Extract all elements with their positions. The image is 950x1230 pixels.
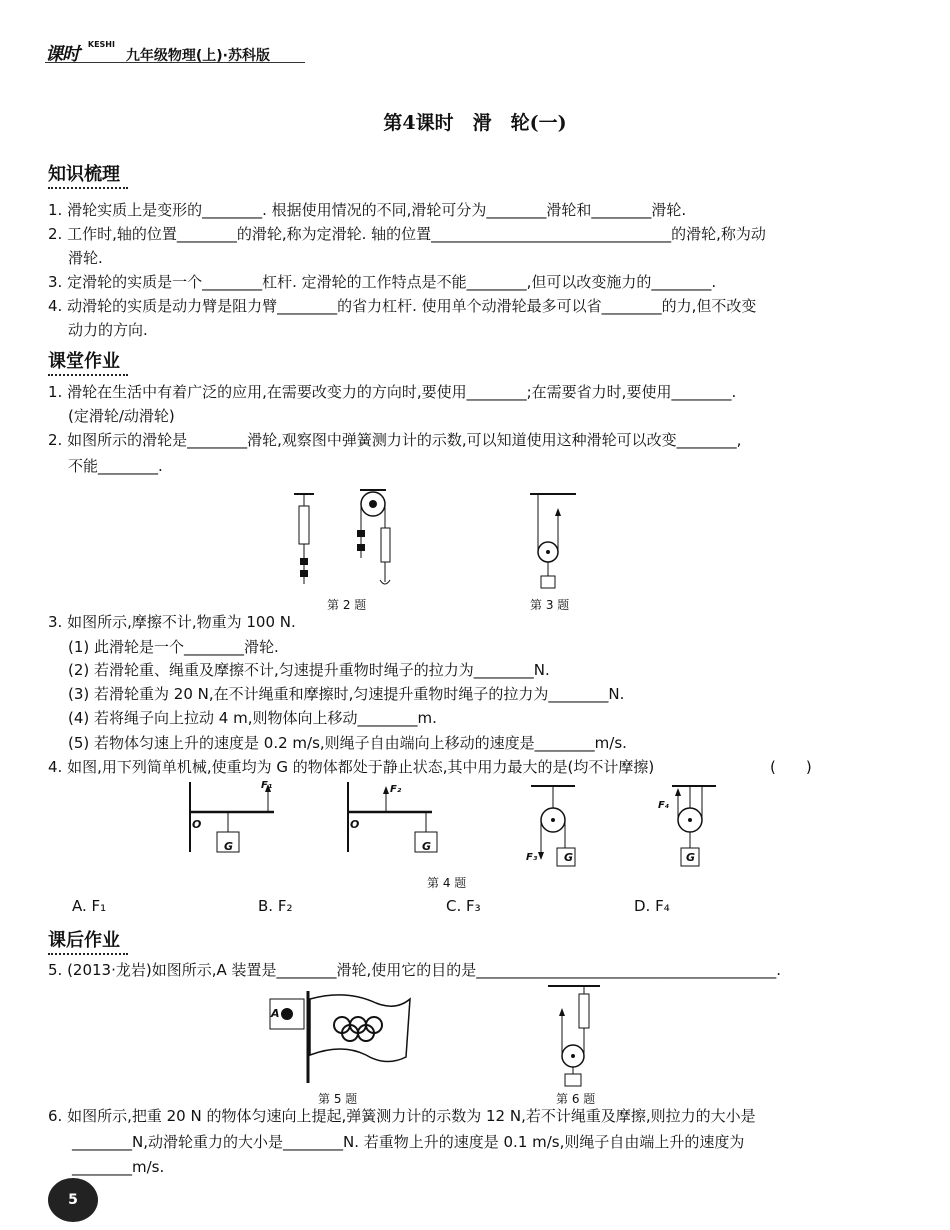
c-line-1: 1. 滑轮在生活中有着广泛的应用,在需要改变力的方向时,要使用________;在需要省力时,要使用________. [48,383,737,401]
caption-q6: 第 6 题 [556,1092,596,1106]
caption-q3: 第 3 题 [530,598,570,612]
label-a: A [271,1007,280,1020]
label-o-2: O [350,818,360,831]
label-g-2: G [422,840,432,853]
section-homework: 课后作业 [48,926,128,955]
caption-q5: 第 5 题 [318,1092,358,1106]
q6-line-3: ________m/s. [72,1158,165,1176]
choice-c: C. F₃ [446,897,481,915]
label-f4: F₄ [658,800,670,811]
choice-b: B. F₂ [258,897,293,915]
label-o-1: O [192,818,202,831]
choice-a: A. F₁ [72,897,107,915]
choice-d: D. F₄ [634,897,670,915]
label-f3: F₃ [526,852,538,863]
c-line-2b: 不能________. [68,457,163,475]
q5-stem: 5. (2013·龙岩)如图所示,A 装置是________滑轮,使用它的目的是________________________________________. [48,961,782,979]
q3-part-3: (3) 若滑轮重为 20 N,在不计绳重和摩擦时,匀速提升重物时绳子的拉力为________N. [68,685,625,703]
figure-q2 [280,488,410,593]
c-line-1b: (定滑轮/动滑轮) [68,407,175,425]
caption-q4: 第 4 题 [427,876,467,890]
label-g-1: G [224,840,234,853]
label-f2: F₂ [390,784,402,795]
section-knowledge: 知识梳理 [48,160,128,189]
logo: 课时 [45,44,79,65]
label-g-3: G [564,851,574,864]
k-line-2: 2. 工作时,轴的位置________的滑轮,称为定滑轮. 轴的位置________________________________的滑轮,称为动 [48,225,766,243]
logo-pinyin: KESHI [87,40,115,49]
caption-q2: 第 2 题 [327,598,367,612]
c-line-2: 2. 如图所示的滑轮是________滑轮,观察图中弹簧测力计的示数,可以知道使用这种滑轮可以改变________, [48,431,742,449]
page-title: 第4课时 滑 轮(一) [383,112,567,134]
q6-line-2: ________N,动滑轮重力的大小是________N. 若重物上升的速度是 0.1 m/s,则绳子自由端上升的速度为 [72,1133,745,1151]
k-line-3: 3. 定滑轮的实质是一个________杠杆. 定滑轮的工作特点是不能________,但可以改变施力的________. [48,273,717,291]
figure-q6 [544,982,604,1087]
q4-stem: 4. 如图,用下列简单机械,使重均为 G 的物体都处于静止状态,其中用力最大的是(均不计摩擦) [48,758,655,776]
q3-part-1: (1) 此滑轮是一个________滑轮. [68,638,279,656]
label-g-4: G [686,851,696,864]
figure-q5 [266,985,416,1085]
page-number: 5 [48,1178,98,1222]
q3-part-4: (4) 若将绳子向上拉动 4 m,则物体向上移动________m. [68,709,437,727]
q3-stem: 3. 如图所示,摩擦不计,物重为 100 N. [48,613,296,631]
q4-answer-bracket: ( ) [770,758,812,776]
section-classwork: 课堂作业 [48,347,128,376]
k-line-4b: 动力的方向. [68,321,148,339]
header-subtitle: 九年级物理(上)·苏科版 [125,48,270,64]
q3-part-2: (2) 若滑轮重、绳重及摩擦不计,匀速提升重物时绳子的拉力为________N. [68,661,550,679]
k-line-2b: 滑轮. [68,249,103,267]
figure-q4-pulley-4 [666,782,726,872]
q3-part-5: (5) 若物体匀速上升的速度是 0.2 m/s,则绳子自由端向上移动的速度是________m/s. [68,734,627,752]
label-f1: F₁ [261,780,273,791]
figure-q3 [528,492,578,592]
k-line-1: 1. 滑轮实质上是变形的________. 根据使用情况的不同,滑轮可分为________滑轮和________滑轮. [48,201,687,219]
header-rule [45,62,305,63]
q6-line-1: 6. 如图所示,把重 20 N 的物体匀速向上提起,弹簧测力计的示数为 12 N,若不计绳重及摩擦,则拉力的大小是 [48,1107,756,1125]
k-line-4: 4. 动滑轮的实质是动力臂是阻力臂________的省力杠杆. 使用单个动滑轮最多可以省________的力,但不改变 [48,297,757,315]
